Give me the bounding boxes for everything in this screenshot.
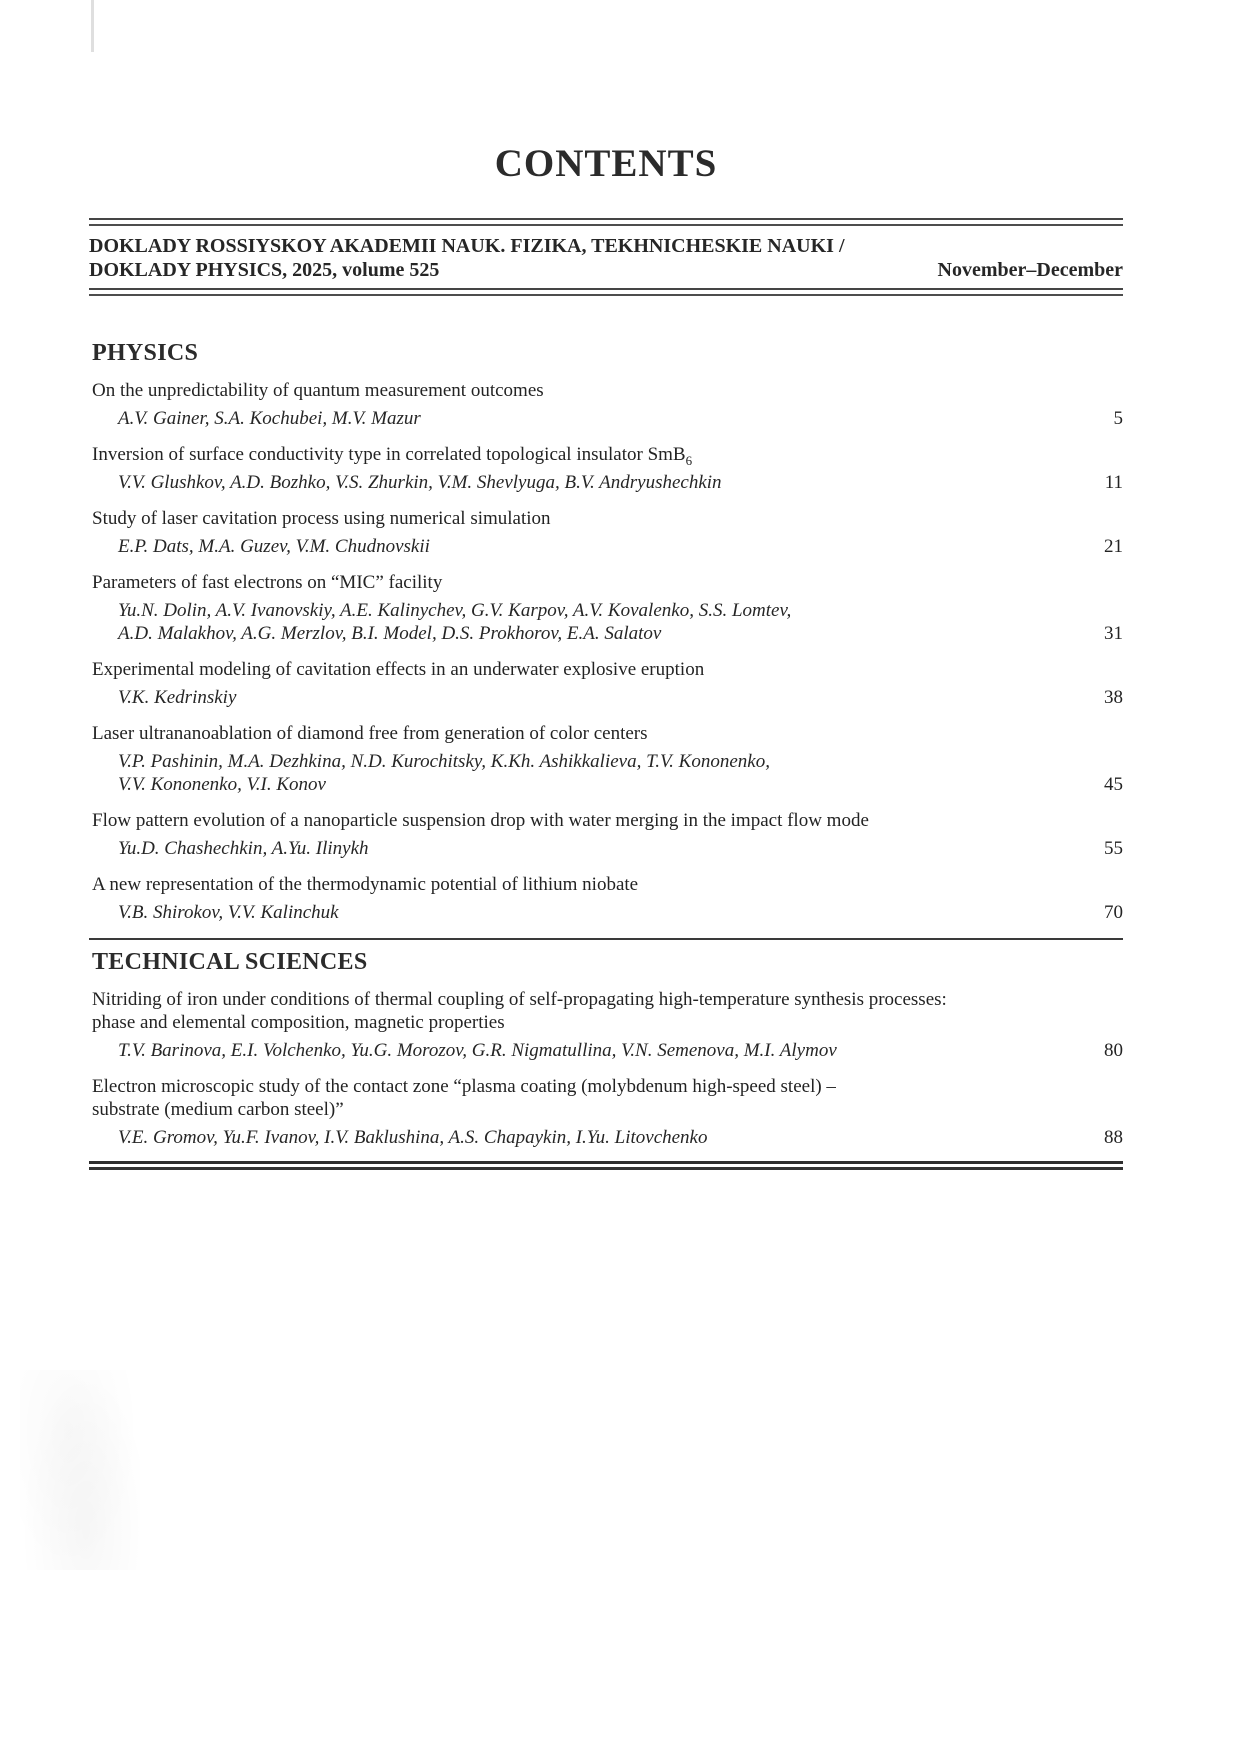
journal-title-line2: DOKLADY PHYSICS, 2025, volume 525 (89, 259, 440, 281)
entry-page-number: 21 (1104, 536, 1123, 557)
toc-entry (89, 507, 1123, 558)
entry-title: Electron microscopic study of the contact zone “plasma coating (molybdenum high-speed steel) – (92, 1076, 836, 1097)
entry-page-number: 38 (1104, 687, 1123, 708)
entry-page-number: 45 (1104, 774, 1123, 795)
entry-authors-row (89, 1039, 1123, 1062)
toc-entry (89, 658, 1123, 709)
chemical-subscript: 6 (685, 452, 693, 468)
section-divider-rule (89, 938, 1123, 940)
toc-entry (89, 1075, 1123, 1149)
entry-page-number: 31 (1104, 623, 1123, 644)
journal-title-line1: DOKLADY ROSSIYSKOY AKADEMII NAUK. FIZIKA, TEKHNICHESKIE NAUKI / (89, 235, 845, 257)
entry-authors: A.V. Gainer, S.A. Kochubei, M.V. Mazur (118, 408, 421, 429)
entry-page-number: 80 (1104, 1040, 1123, 1061)
entry-title: Flow pattern evolution of a nanoparticle suspension drop with water merging in the impact flow mode (92, 810, 869, 831)
entry-title-line2: substrate (medium carbon steel)” (92, 1099, 344, 1120)
section-technical-sciences (89, 949, 1123, 1149)
entry-authors-row (89, 471, 1123, 494)
toc-entry (89, 809, 1123, 860)
toc-entry (89, 873, 1123, 924)
footer-rule (89, 1161, 1123, 1170)
entry-authors: V.V. Glushkov, A.D. Bozhko, V.S. Zhurkin, V.M. Shevlyuga, B.V. Andryushechkin (118, 472, 722, 493)
entry-authors: E.P. Dats, M.A. Guzev, V.M. Chudnovskii (118, 536, 430, 557)
journal-header (89, 234, 1123, 282)
entry-authors: V.B. Shirokov, V.V. Kalinchuk (118, 902, 339, 923)
entry-authors: V.P. Pashinin, M.A. Dezhkina, N.D. Kurochitsky, K.Kh. Ashikkalieva, T.V. Kononenko, V.V. Kononenko, V.I. Konov (118, 751, 770, 795)
toc-entry (89, 571, 1123, 645)
section-heading-physics: PHYSICS (92, 340, 199, 366)
entry-authors-row (89, 1126, 1123, 1149)
entry-authors-row (89, 901, 1123, 924)
entry-title: A new representation of the thermodynamic potential of lithium niobate (92, 874, 639, 895)
toc-entry (89, 379, 1123, 430)
entry-authors: T.V. Barinova, E.I. Volchenko, Yu.G. Morozov, G.R. Nigmatullina, V.N. Semenova, M.I. Alymov (118, 1040, 837, 1061)
entry-authors-row (89, 535, 1123, 558)
entry-authors-row (89, 686, 1123, 709)
entry-authors-row (89, 407, 1123, 430)
page-title: CONTENTS (494, 142, 718, 185)
entry-title: Laser ultrananoablation of diamond free from generation of color centers (92, 723, 648, 744)
entry-authors-row (89, 599, 1123, 645)
header-top-rule (89, 218, 1123, 226)
entry-title: Inversion of surface conductivity type in correlated topological insulator SmB$_6$ (92, 444, 693, 468)
section-heading-technical-sciences: TECHNICAL SCIENCES (92, 949, 368, 975)
entry-title: Nitriding of iron under conditions of thermal coupling of self-propagating high-temperature synthesis processes: (92, 989, 947, 1010)
entry-page-number: 5 (1113, 408, 1123, 429)
header-bottom-rule (89, 288, 1123, 296)
toc-entry (89, 988, 1123, 1062)
toc-entry (89, 443, 1123, 494)
toc-entry (89, 722, 1123, 796)
entry-title: Parameters of fast electrons on “MIC” facility (92, 572, 443, 593)
entry-page-number: 88 (1104, 1127, 1123, 1148)
contents-page-content (89, 0, 1123, 1170)
entry-authors: V.K. Kedrinskiy (118, 687, 237, 708)
entry-authors: Yu.D. Chashechkin, A.Yu. Ilinykh (118, 838, 369, 859)
entry-title-line2: phase and elemental composition, magnetic properties (92, 1012, 505, 1033)
entry-authors: V.E. Gromov, Yu.F. Ivanov, I.V. Baklushina, A.S. Chapaykin, I.Yu. Litovchenko (118, 1127, 708, 1148)
entry-page-number: 70 (1104, 902, 1123, 923)
entry-authors-row (89, 750, 1123, 796)
entry-title: Study of laser cavitation process using numerical simulation (92, 508, 551, 529)
issue-range: November–December (937, 259, 1123, 281)
entry-page-number: 55 (1104, 838, 1123, 859)
scan-artifact (20, 1370, 140, 1570)
journal-title-line2-row (89, 258, 1123, 282)
entry-title: On the unpredictability of quantum measurement outcomes (92, 380, 544, 401)
entry-title: Experimental modeling of cavitation effects in an underwater explosive eruption (92, 659, 705, 680)
entry-page-number: 11 (1104, 472, 1123, 493)
entry-authors-row (89, 837, 1123, 860)
section-physics (89, 340, 1123, 924)
entry-authors: Yu.N. Dolin, A.V. Ivanovskiy, A.E. Kalinychev, G.V. Karpov, A.V. Kovalenko, S.S. Lomtev, A.D. Malakhov, A.G. Merzlov, B.I. Model, D.S. Prokhorov, E.A. Salatov (118, 600, 792, 644)
